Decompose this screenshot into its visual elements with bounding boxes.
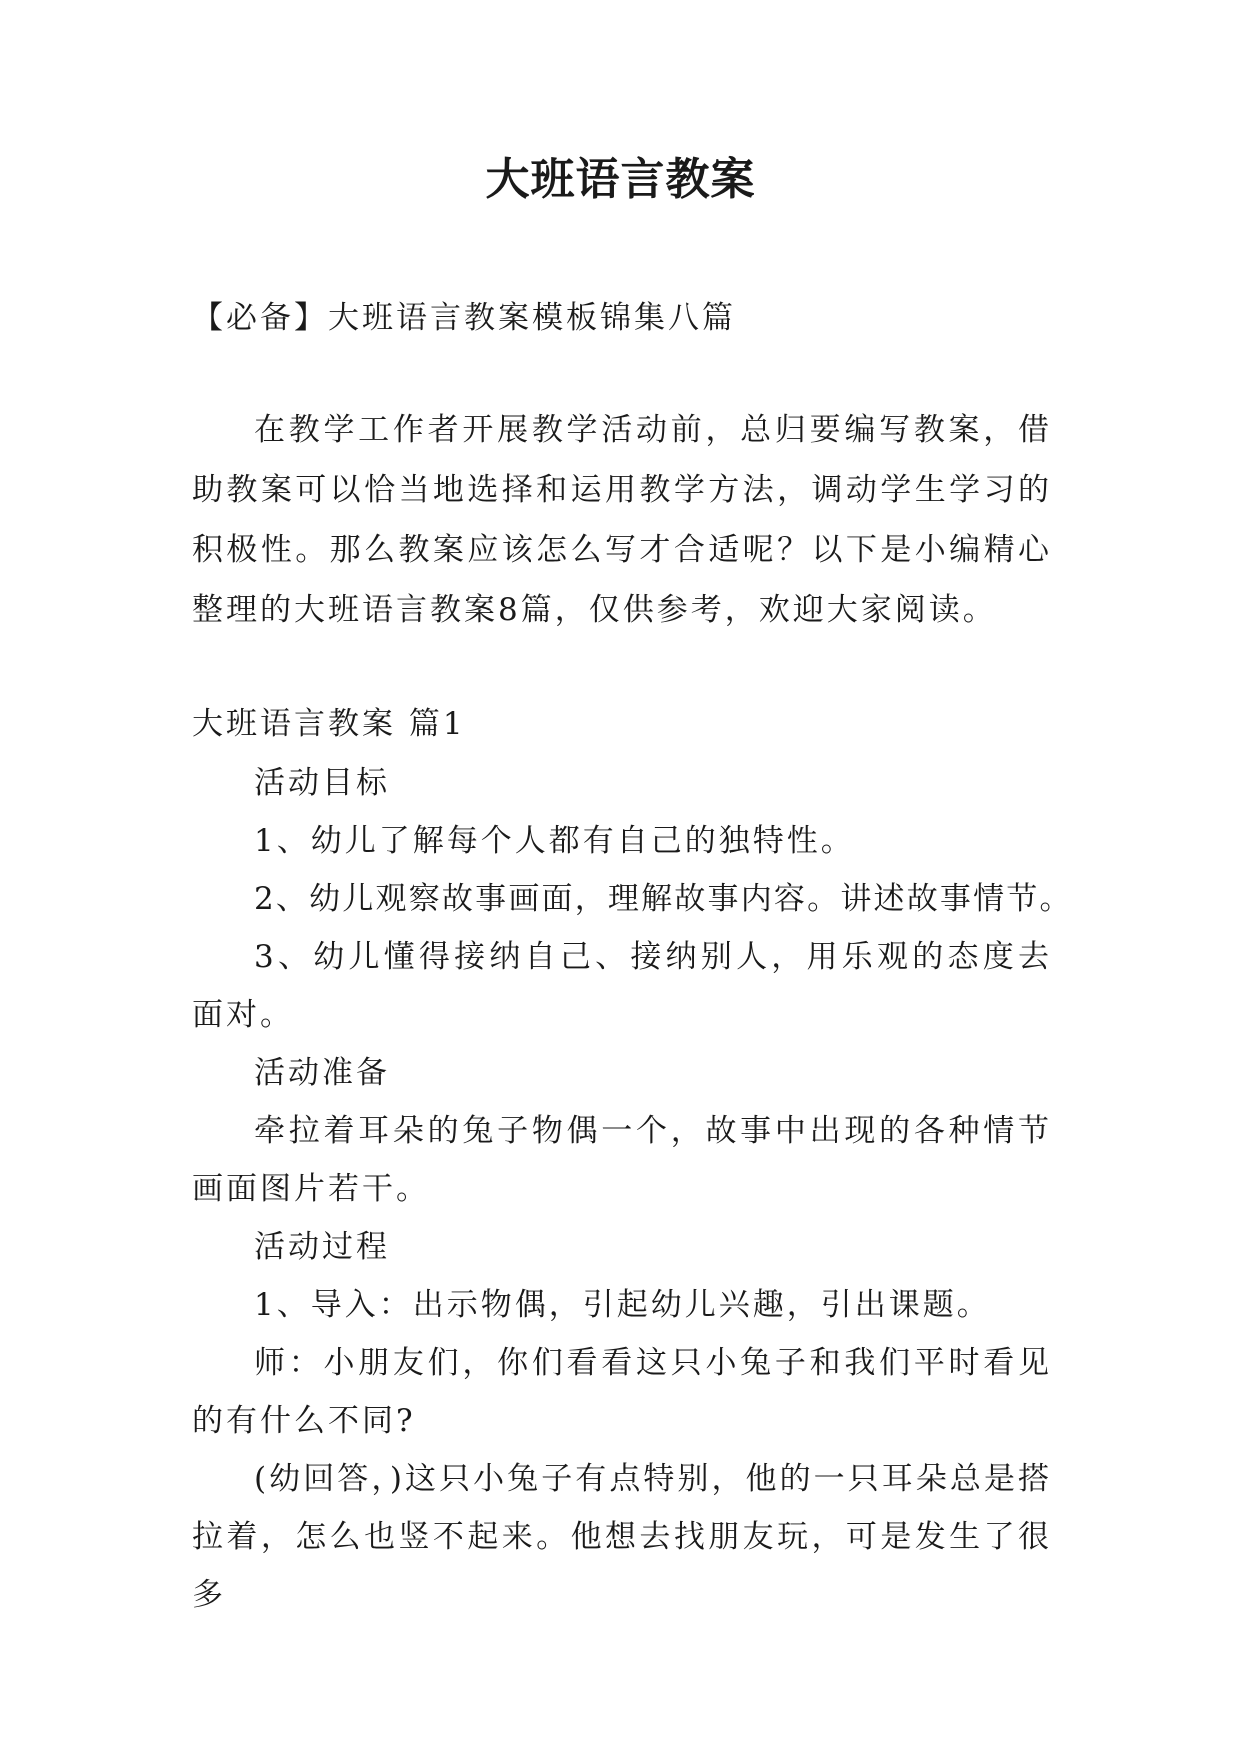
intro-paragraph: 在教学工作者开展教学活动前，总归要编写教案，借助教案可以恰当地选择和运用教学方法，调动学生学习的积极性。那么教案应该怎么写才合适呢？以下是小编精心整理的大班语言教案8篇，仅供参考，欢迎大家阅读。 (192, 412, 1052, 628)
document-title: 大班语言教案 (485, 154, 756, 205)
answer-line: (幼回答，)这只小兔子有点特别，他的一只耳朵总是搭拉着，怎么也竖不起来。他想去找朋友玩，可是发生了很多 (192, 1461, 1052, 1613)
process-step-1: 1、导入：出示物偶，引起幼儿兴趣，引出课题。 (254, 1287, 991, 1323)
goal-label: 活动目标 (254, 765, 390, 801)
teacher-line: 师：小朋友们，你们看看这只小兔子和我们平时看见的有什么不同? (192, 1345, 1052, 1439)
prep-text: 牵拉着耳朵的兔子物偶一个，故事中出现的各种情节画面图片若干。 (192, 1113, 1052, 1207)
prep-label: 活动准备 (254, 1055, 390, 1091)
goal-item-2: 2、幼儿观察故事画面，理解故事内容。讲述故事情节。 (254, 881, 1073, 917)
document-subtitle: 【必备】大班语言教案模板锦集八篇 (192, 300, 736, 336)
section-heading: 大班语言教案 篇1 (192, 706, 466, 742)
document-body (192, 288, 1073, 1624)
process-label: 活动过程 (254, 1229, 390, 1265)
goal-item-3: 3、幼儿懂得接纳自己、接纳别人，用乐观的态度去面对。 (192, 939, 1052, 1033)
goal-item-1: 1、幼儿了解每个人都有自己的独特性。 (254, 823, 855, 859)
